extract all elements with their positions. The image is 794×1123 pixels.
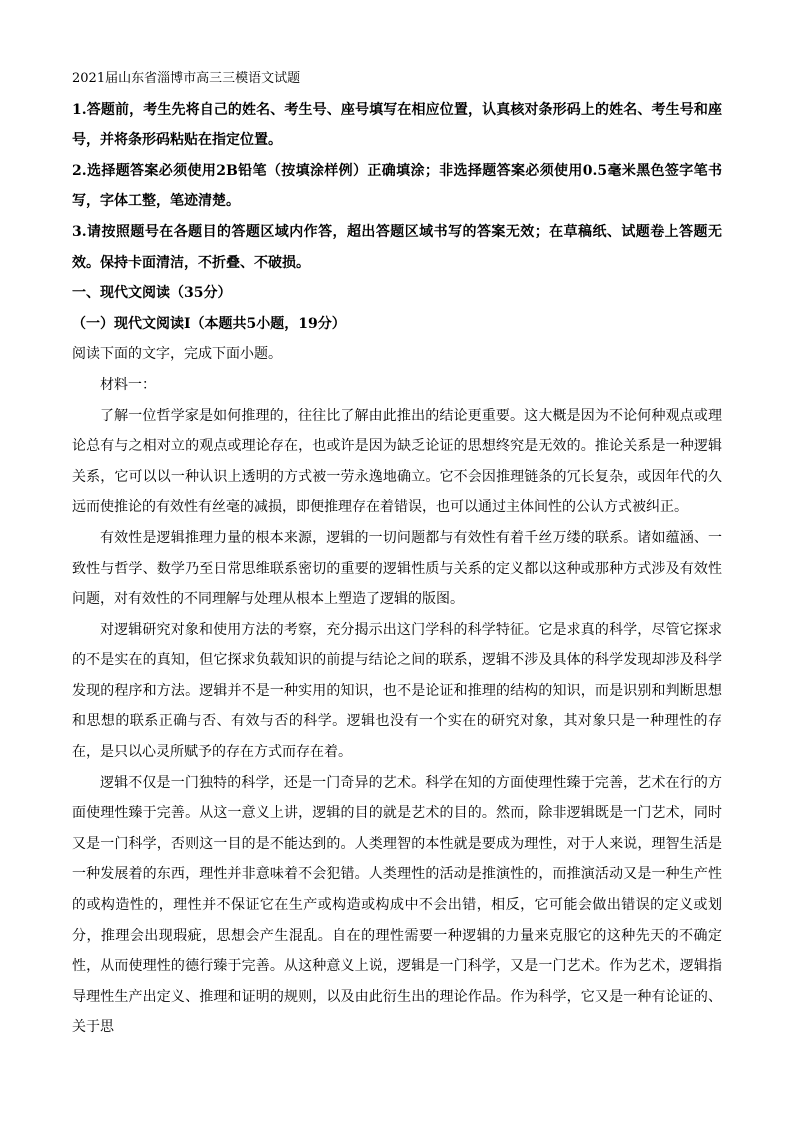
passage-paragraph-4: 逻辑不仅是一门独特的科学，还是一门奇异的艺术。科学在知的方面使理性臻于完善，艺术在行的方面使理性臻于完善。从这一意义上讲，逻辑的目的就是艺术的目的。然而，除非逻辑既是一门艺术，同时又是一门科学，否则这一目的是不能达到的。人类理智的本性就是要成为理性，对于人来说，理智生活是一种发展着的东西，理性并非意味着不会犯错。人类理性的活动是推演性的，而推演活动又是一种生产性的或构造性的，理性并不保证它在生产或构造或构成中不会出错，相反，它可能会做出错误的定义或划分，推理会出现瑕疵，思想会产生混乱。自在的理性需要一种逻辑的力量来克服它的这种先天的不确定性，从而使理性的德行臻于完善。从这种意义上说，逻辑是一门科学，又是一门艺术。作为艺术，逻辑指导理性生产出定义、推理和证明的规则，以及由此衍生出的理论作品。作为科学，它又是一种有论证的、关于思 <box>72 774 722 1036</box>
passage-paragraph-3: 对逻辑研究对象和使用方法的考察，充分揭示出这门学科的科学特征。它是求真的科学，尽管它探求的不是实在的真知，但它探求负载知识的前提与结论之间的联系，逻辑不涉及具体的科学发现却涉及科学发现的程序和方法。逻辑并不是一种实用的知识，也不是论证和推理的结构的知识，而是识别和判断思想和思想的联系正确与否、有效与否的科学。逻辑也没有一个实在的研究对象，其对象只是一种理性的存在，是只以心灵所赋予的存在方式而存在着。 <box>72 621 722 761</box>
instruction-1: 1.答题前，考生先将自己的姓名、考生号、座号填写在相应位置，认真核对条形码上的姓名、考生号和座号，并将条形码粘贴在指定位置。 <box>72 101 722 149</box>
exam-title: 2021届山东省淄博市高三三模语文试题 <box>72 71 301 86</box>
exam-page <box>72 64 722 1043</box>
subsection-heading: （一）现代文阅读Ⅰ（本题共5小题，19分） <box>72 315 346 332</box>
passage-paragraph-1: 了解一位哲学家是如何推理的，往往比了解由此推出的结论更重要。这大概是因为不论何种观点或理论总有与之相对立的观点或理论存在，也或许是因为缺乏论证的思想终究是无效的。推论关系是一种逻辑关系，它可以以一种认识上透明的方式被一劳永逸地确立。它不会因推理链条的冗长复杂，或因年代的久远而使推论的有效性有丝毫的减损，即便推理存在着错误，也可以通过主体间性的公认方式被纠正。 <box>72 407 722 516</box>
section-heading: 一、现代文阅读（35分） <box>72 285 232 302</box>
instruction-3: 3.请按照题号在各题目的答题区域内作答，超出答题区域书写的答案无效；在草稿纸、试题卷上答题无效。保持卡面清洁，不折叠、不破损。 <box>72 223 722 271</box>
passage-paragraph-2: 有效性是逻辑推理力量的根本来源，逻辑的一切问题都与有效性有着千丝万缕的联系。诸如蕴涵、一致性与哲学、数学乃至日常思维联系密切的重要的逻辑性质与关系的定义都以这种或那种方式涉及有效性问题，对有效性的不同理解与处理从根本上塑造了逻辑的版图。 <box>72 529 722 608</box>
reading-prompt: 阅读下面的文字，完成下面小题。 <box>72 346 282 363</box>
instruction-2: 2.选择题答案必须使用2B铅笔（按填涂样例）正确填涂；非选择题答案必须使用0.5毫米黑色签字笔书写，字体工整，笔迹清楚。 <box>72 162 722 210</box>
material-label: 材料一： <box>100 376 156 393</box>
